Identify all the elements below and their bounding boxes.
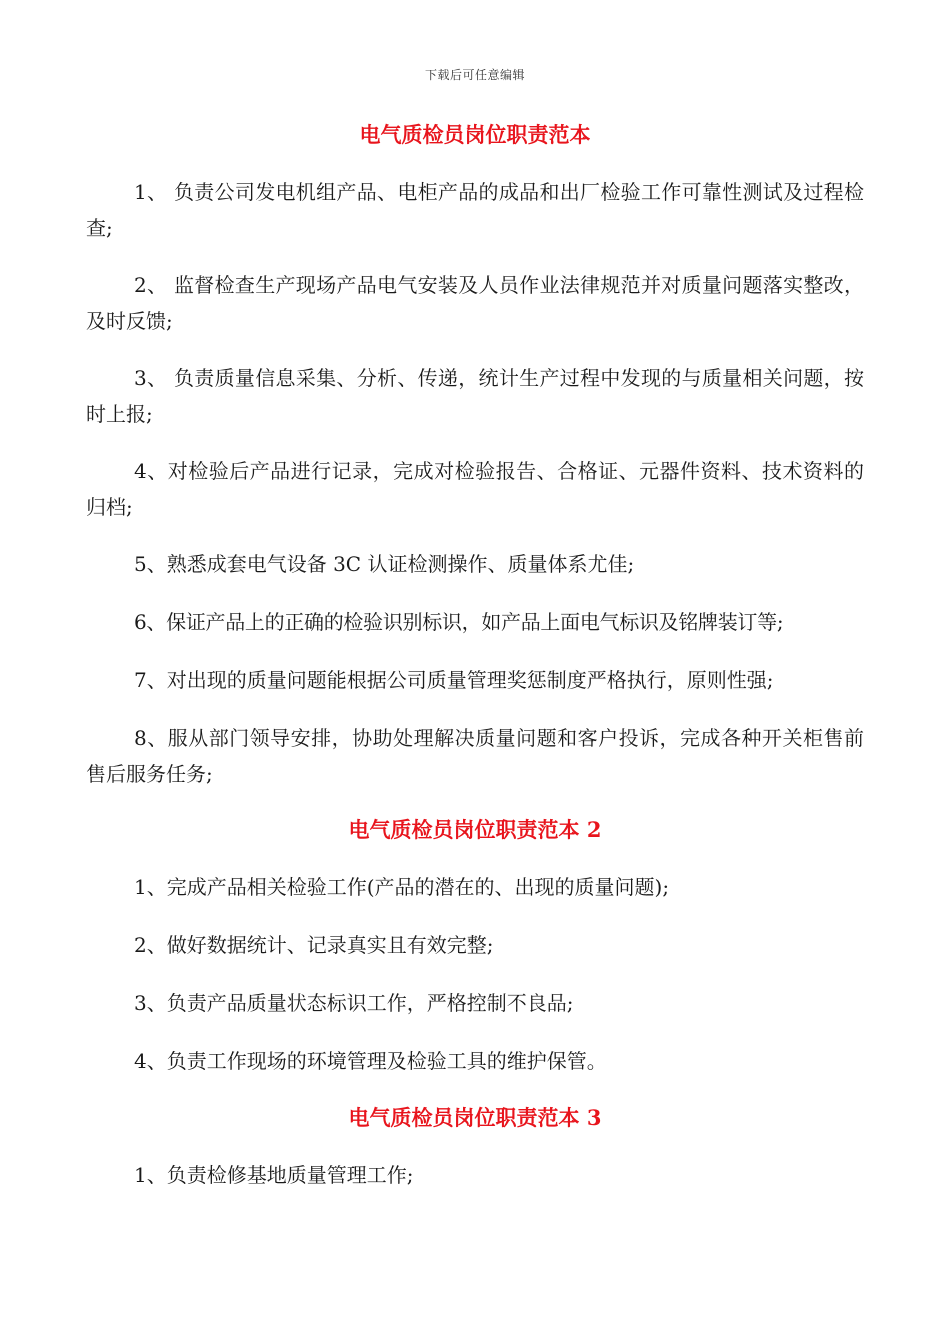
list-item: 1、负责检修基地质量管理工作; xyxy=(134,1163,414,1187)
list-item: 7、对出现的质量问题能根据公司质量管理奖惩制度严格执行，原则性强; xyxy=(134,668,774,692)
section-3 xyxy=(86,1101,864,1193)
list-item: 8、服从部门领导安排，协助处理解决质量问题和客户投诉，完成各种开关柜售前售后服务任务; xyxy=(86,726,864,786)
section-title: 电气质检员岗位职责范本 xyxy=(359,122,591,147)
list-item: 6、保证产品上的正确的检验识别标识，如产品上面电气标识及铭牌装订等; xyxy=(134,610,784,634)
header-note: 下载后可任意编辑 xyxy=(424,68,525,82)
list-item: 1、完成产品相关检验工作(产品的潜在的、出现的质量问题); xyxy=(134,875,670,899)
list-item: 4、负责工作现场的环境管理及检验工具的维护保管。 xyxy=(134,1049,607,1073)
section-title: 电气质检员岗位职责范本 2 xyxy=(348,817,602,842)
document-body xyxy=(86,118,864,1215)
list-item: 2、 监督检查生产现场产品电气安装及人员作业法律规范并对质量问题落实整改，及时反馈; xyxy=(86,273,864,333)
list-item: 2、做好数据统计、记录真实且有效完整; xyxy=(134,933,494,957)
section-2 xyxy=(86,813,864,1079)
list-item: 3、 负责质量信息采集、分析、传递，统计生产过程中发现的与质量相关问题，按时上报; xyxy=(86,366,864,426)
list-item: 5、熟悉成套电气设备 3C 认证检测操作、质量体系尤佳; xyxy=(134,552,635,576)
list-item: 1、 负责公司发电机组产品、电柜产品的成品和出厂检验工作可靠性测试及过程检查; xyxy=(86,180,864,240)
list-item: 3、负责产品质量状态标识工作，严格控制不良品; xyxy=(134,991,574,1015)
list-item: 4、对检验后产品进行记录，完成对检验报告、合格证、元器件资料、技术资料的归档; xyxy=(86,459,864,519)
section-1 xyxy=(86,118,864,792)
section-title: 电气质检员岗位职责范本 3 xyxy=(348,1105,602,1130)
